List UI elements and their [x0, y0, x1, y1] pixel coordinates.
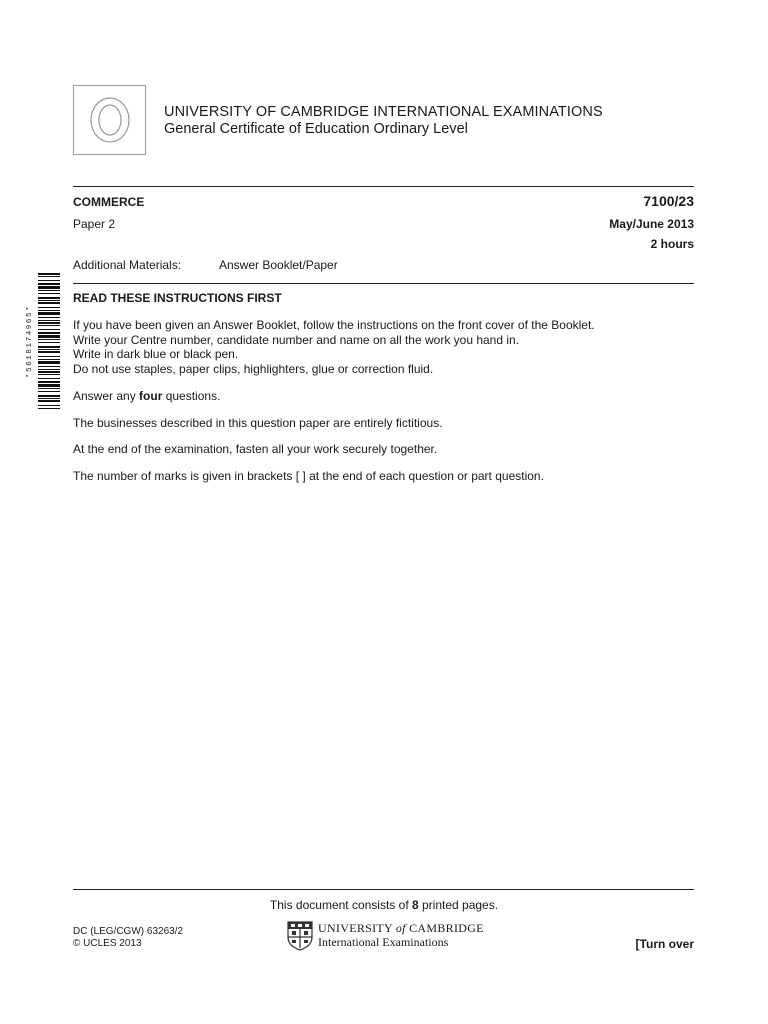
paper-number: Paper 2 — [73, 217, 116, 231]
page-count-notice: This document consists of 8 printed pages. — [269, 898, 499, 912]
university-name: UNIVERSITY OF CAMBRIDGE INTERNATIONAL EXAMINATIONS — [164, 104, 603, 120]
fasten-notice: At the end of the examination, fasten all your work securely together. — [73, 442, 438, 456]
cambridge-wordmark-line1: UNIVERSITY of CAMBRIDGE — [318, 921, 484, 935]
qualification-name: General Certificate of Education Ordinary Level — [164, 121, 468, 137]
cambridge-wordmark-line2: International Examinations — [318, 935, 449, 949]
instructions-block — [73, 318, 595, 376]
instruction-line: Write in dark blue or black pen. — [73, 347, 239, 361]
barcode-icon — [26, 271, 62, 411]
barcode-number: *5618174965* — [26, 304, 34, 378]
marks-notice: The number of marks is given in brackets [ ] at the end of each question or part question. — [73, 469, 544, 483]
top-divider — [73, 186, 694, 187]
materials-value: Answer Booklet/Paper — [219, 258, 338, 272]
subject-title: COMMERCE — [73, 195, 145, 209]
bottom-divider — [73, 889, 694, 890]
syllabus-code: 7100/23 — [643, 193, 694, 209]
instruction-line: If you have been given an Answer Booklet, follow the instructions on the front cover of the Booklet. — [73, 318, 595, 332]
exam-level-logo — [73, 85, 146, 155]
answer-instruction: Answer any four questions. — [73, 389, 221, 403]
materials-label: Additional Materials: — [73, 258, 182, 272]
level-o-icon — [80, 90, 140, 150]
page-count: 8 — [411, 898, 419, 912]
exam-duration: 2 hours — [650, 237, 694, 251]
exam-session: May/June 2013 — [609, 217, 694, 231]
middle-divider — [73, 283, 694, 284]
turn-over-notice: [Turn over — [635, 937, 694, 951]
cambridge-crest-icon — [287, 921, 313, 951]
copyright: © UCLES 2013 — [73, 938, 142, 949]
fictitious-notice: The businesses described in this question paper are entirely fictitious. — [73, 416, 443, 430]
instruction-line: Write your Centre number, candidate number and name on all the work you hand in. — [73, 332, 520, 347]
answer-count: four — [139, 389, 163, 403]
document-code: DC (LEG/CGW) 63263/2 — [73, 926, 184, 937]
instructions-heading: READ THESE INSTRUCTIONS FIRST — [73, 291, 282, 305]
instruction-line: Do not use staples, paper clips, highlighters, glue or correction fluid. — [73, 361, 434, 376]
